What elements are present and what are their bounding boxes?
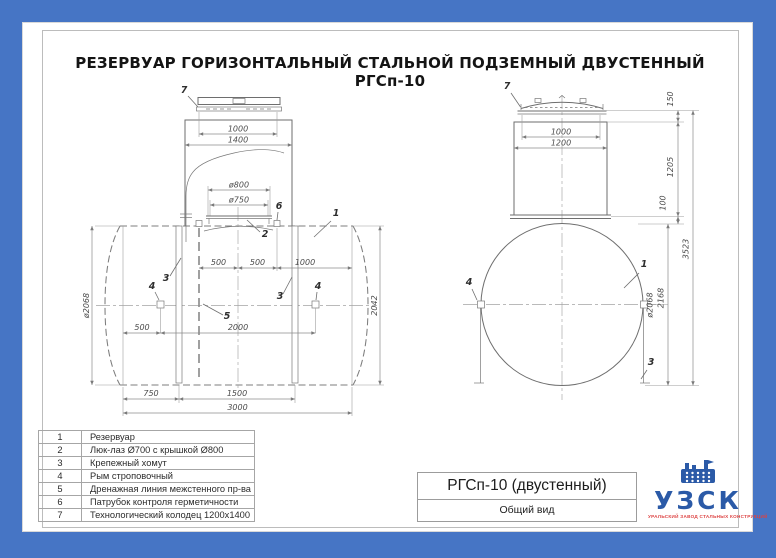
dim-collar-gap: 100 <box>658 195 668 211</box>
dim-well-height: 1205 <box>666 156 675 178</box>
part-name: Патрубок контроля герметичности <box>82 496 255 509</box>
part-name: Дренажная линия межстенного пр-ва <box>82 483 255 496</box>
part-name: Рым строповочный <box>82 470 255 483</box>
manhole-side <box>204 186 273 231</box>
part-number: 7 <box>39 509 82 522</box>
dim-seg-1000: 1000 <box>294 258 316 267</box>
callout-3-end: 3 <box>647 357 655 368</box>
callout-1: 1 <box>332 208 340 219</box>
manufacturer-logo <box>648 460 768 520</box>
dim-rym-span: 2000 <box>227 323 249 332</box>
part-name: Резервуар <box>82 431 255 444</box>
table-row <box>39 470 255 483</box>
table-row <box>39 483 255 496</box>
part-number: 6 <box>39 496 82 509</box>
dim-top-chain <box>199 228 352 271</box>
title-block <box>417 472 637 522</box>
dim-neck-width-end: 1200 <box>550 138 572 148</box>
table-row <box>39 496 255 509</box>
dim-well-end <box>514 115 607 148</box>
dim-neck-width: 1400 <box>227 135 249 145</box>
well-end <box>510 96 611 219</box>
dim-lug-chain <box>123 323 316 333</box>
dim-strap-span: 1500 <box>226 389 248 398</box>
callout-7: 7 <box>180 85 188 96</box>
dim-well-side <box>185 112 292 145</box>
dim-neck-top-end: 1000 <box>550 127 572 137</box>
dim-neck-top: 1000 <box>227 124 249 134</box>
side-view <box>82 85 384 416</box>
dim-hatch-cover: ø800 <box>228 180 250 190</box>
part-number: 2 <box>39 444 82 457</box>
dim-tank-height: 2168 <box>656 287 666 309</box>
end-view <box>463 81 699 400</box>
table-row <box>39 457 255 470</box>
dim-hatch: ø750 <box>228 195 250 205</box>
parts-list <box>38 430 255 522</box>
dim-strap-offset: 750 <box>143 389 159 398</box>
leak-test-fitting <box>274 221 280 227</box>
part-number: 4 <box>39 470 82 483</box>
page-title: РЕЗЕРВУАР ГОРИЗОНТАЛЬНЫЙ СТАЛЬНОЙ ПОДЗЕМНЫЙ ДВУСТЕННЫЙ РГСп-10 <box>75 54 705 90</box>
callout-3-right: 3 <box>276 291 284 302</box>
dim-shell-diameter-end: ø2068 <box>645 292 655 318</box>
table-row <box>39 431 255 444</box>
dim-head-height-text: 2042 <box>370 295 379 316</box>
callout-3-left: 3 <box>162 273 170 284</box>
dim-shell-diameter: ø2068 <box>82 292 91 319</box>
part-name: Люк-лаз Ø700 с крышкой Ø800 <box>82 444 255 457</box>
dim-lid-height: 150 <box>666 91 675 107</box>
dim-body-length: 3000 <box>227 403 248 412</box>
callout-6: 6 <box>275 201 283 212</box>
model-designation: РГСп-10 (двустенный) <box>418 473 636 500</box>
factory-icon <box>680 460 716 483</box>
dim-bottom-chain <box>123 385 352 416</box>
dim-right-chain <box>606 91 699 385</box>
callout-7-end: 7 <box>503 81 511 92</box>
part-name: Технологический колодец 1200x1400 <box>82 509 255 522</box>
logo-name: УЗСК <box>654 486 742 515</box>
lifting-lug-left-end <box>478 301 485 308</box>
dim-seg-500a: 500 <box>210 258 227 267</box>
dim-total-height: 3523 <box>681 238 691 260</box>
callout-4-right: 4 <box>314 281 322 292</box>
callout-4-end: 4 <box>465 277 473 288</box>
strap-left-side <box>176 226 182 383</box>
interstitial-drain-line <box>196 221 202 382</box>
part-number: 5 <box>39 483 82 496</box>
callouts-end <box>465 81 655 379</box>
dim-seg-500b: 500 <box>249 258 266 267</box>
table-row <box>39 509 255 522</box>
part-number: 3 <box>39 457 82 470</box>
strap-right-side <box>292 226 298 383</box>
dim-rym-offset: 500 <box>134 323 150 332</box>
part-number: 1 <box>39 431 82 444</box>
callout-4-left: 4 <box>148 281 156 292</box>
callout-1-end: 1 <box>640 259 648 270</box>
table-row <box>39 444 255 457</box>
logo-tagline: УРАЛЬСКИЙ ЗАВОД СТАЛЬНЫХ КОНСТРУКЦИЙ <box>648 514 768 519</box>
view-label: Общий вид <box>418 500 636 522</box>
dim-hatch <box>208 181 270 206</box>
callout-2: 2 <box>261 229 269 240</box>
part-name: Крепежный хомут <box>82 457 255 470</box>
callout-5: 5 <box>223 311 231 322</box>
